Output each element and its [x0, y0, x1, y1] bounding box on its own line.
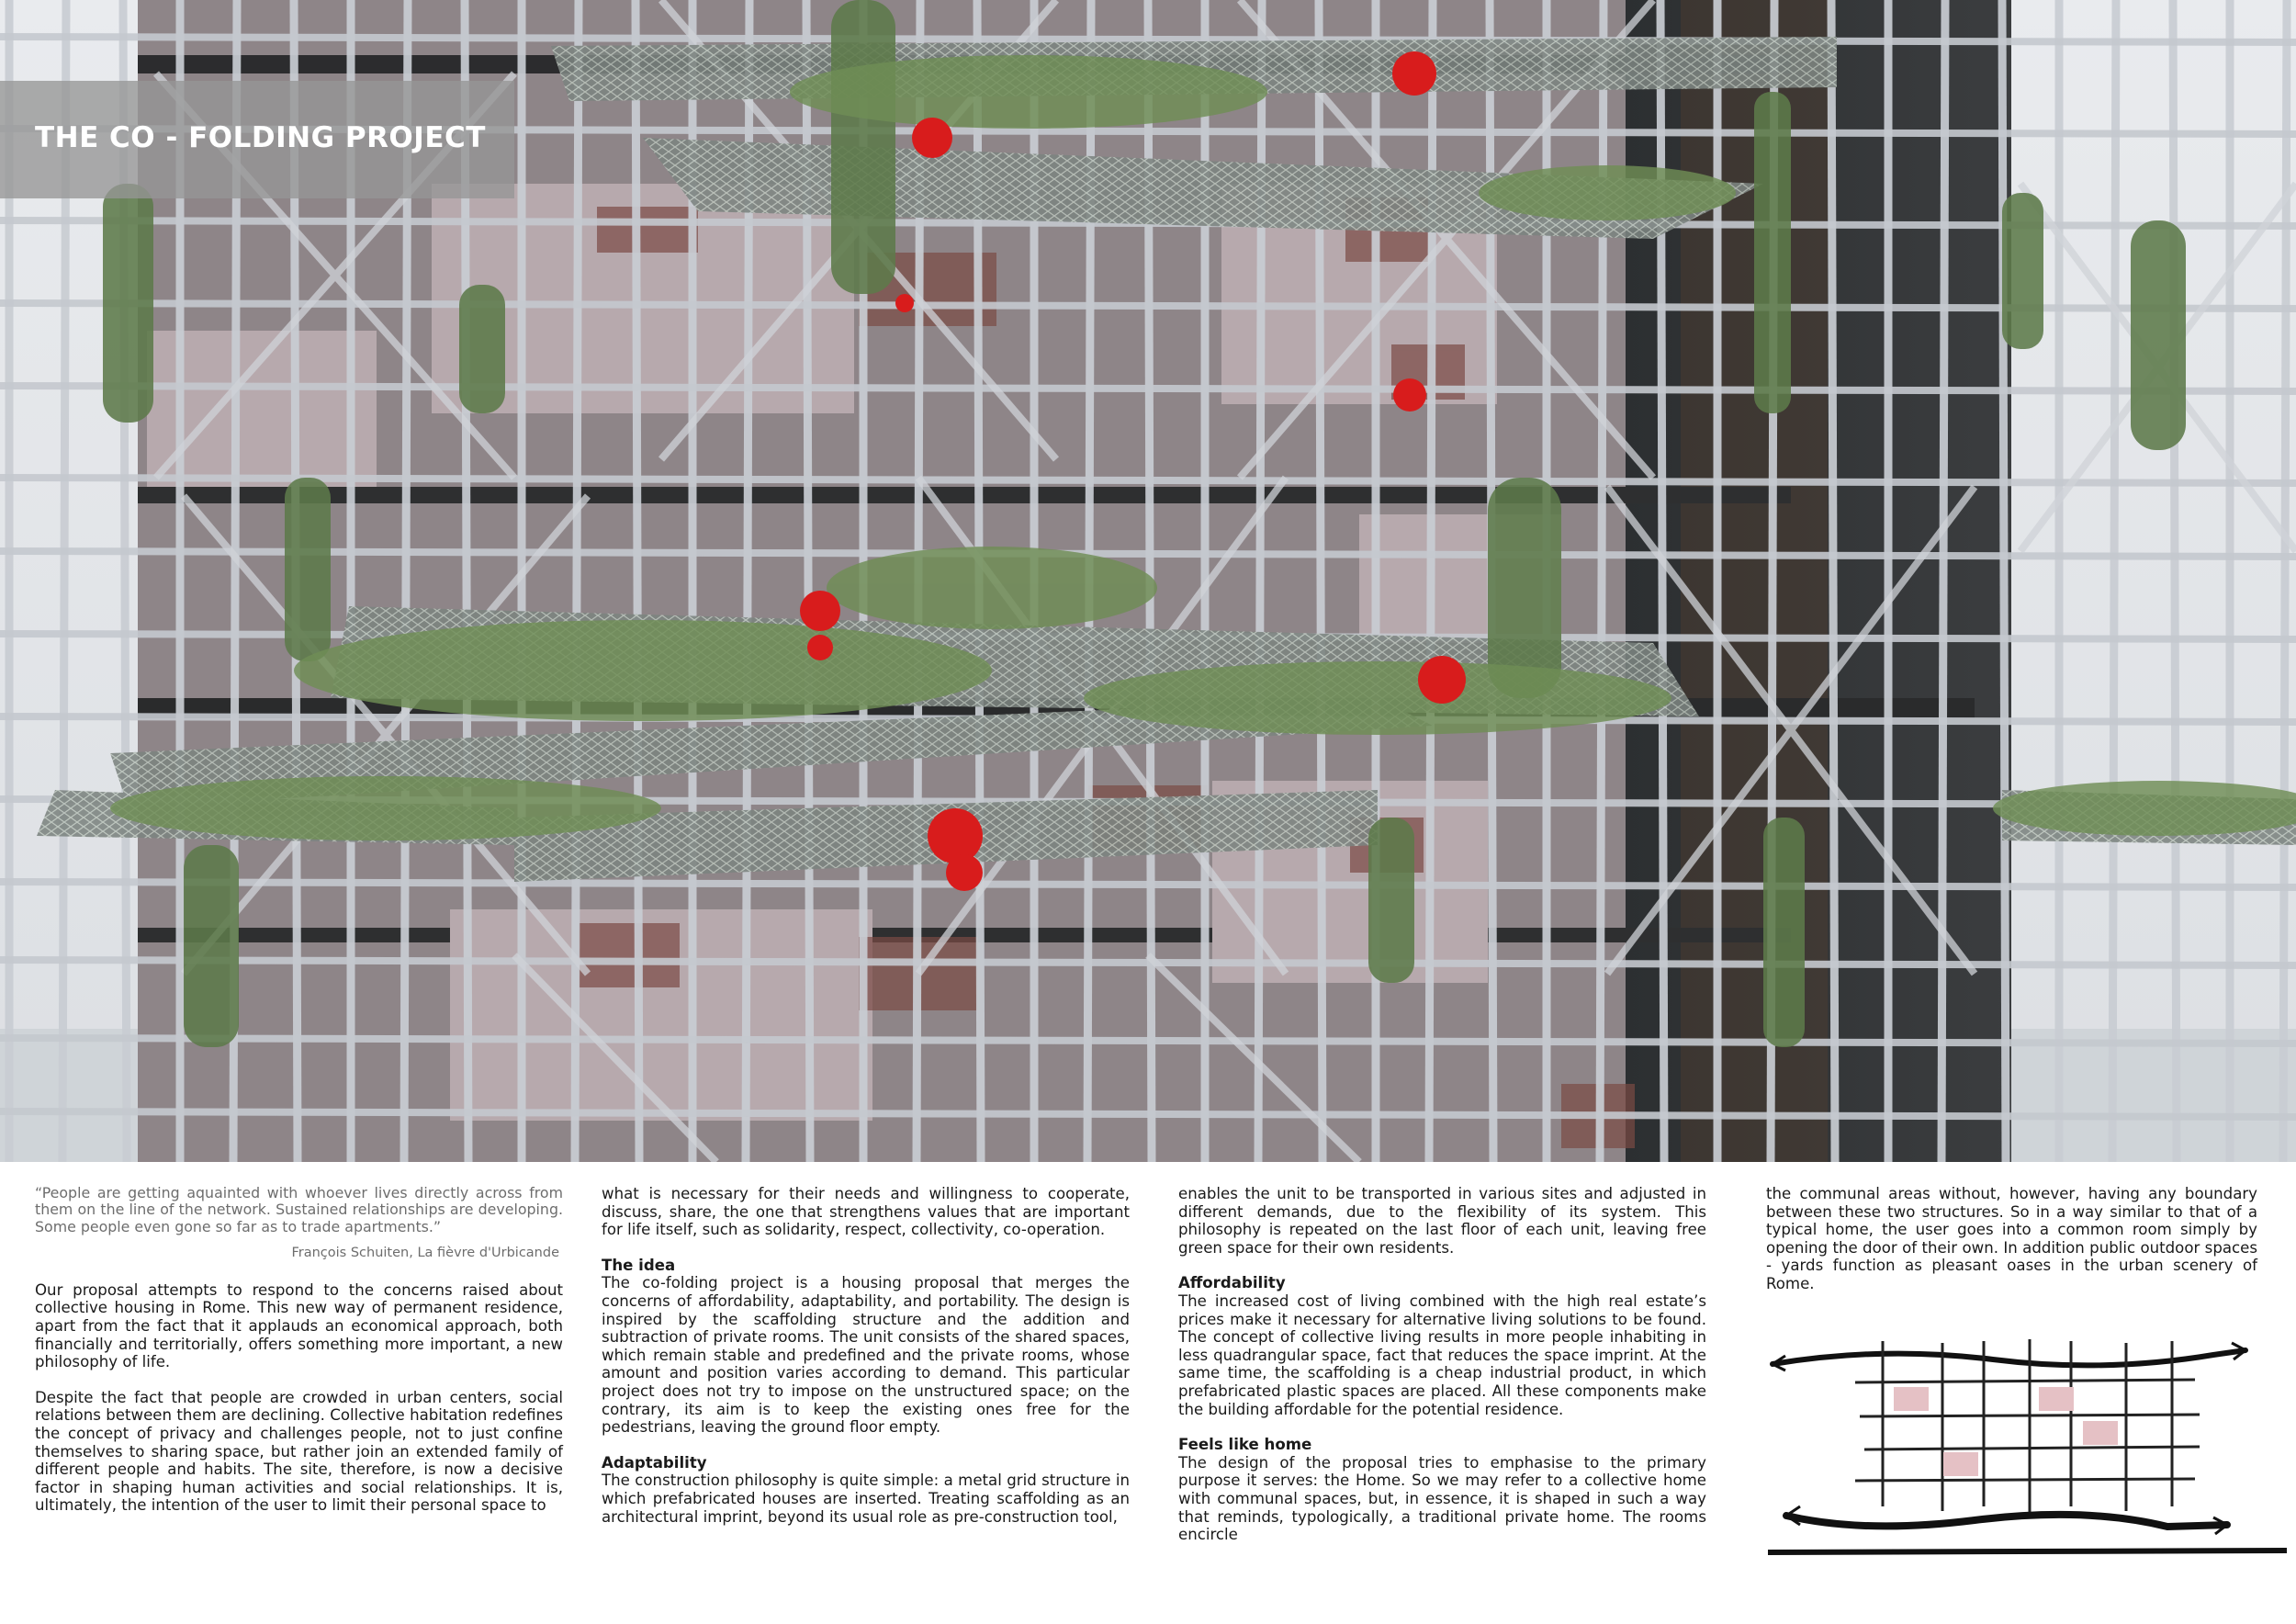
paragraph: The design of the proposal tries to emphasise to the primary purpose it serves: the Home. So we may refer to a collective home with communal spaces, but, in essence, it is shaped in such a way that reminds, typologically, a traditional private home. The rooms encircle [1178, 1453, 1706, 1544]
text-column-4 [1766, 1185, 2257, 1311]
section-heading-feels-like-home: Feels like home [1178, 1436, 1312, 1454]
paragraph: the communal areas without, however, having any boundary between these two structures. So in a way similar to that of a typical home, the user goes into a common room simply by opening the door of their own. In addition public outdoor spaces - yards function as pleasant oases in the urban scenery of Rome. [1766, 1185, 2257, 1292]
top-wave-arrow [1773, 1350, 2245, 1365]
bottom-wave-arrow [1786, 1515, 2227, 1527]
section-heading-affordability: Affordability [1178, 1274, 1286, 1292]
text-column-1 [35, 1185, 563, 1532]
paragraph: enables the unit to be transported in various sites and adjusted in different demands, due to the flexibility of its system. This philosophy is repeated on the last floor of each unit, leaving free green space for their own residents. [1178, 1185, 1706, 1257]
poster-title: THE CO - FOLDING PROJECT [35, 121, 486, 154]
epigraph-attribution: François Schuiten, La fièvre d'Urbicande [291, 1246, 559, 1261]
paragraph: Our proposal attempts to respond to the concerns raised about collective housing in Rome. This new way of permanent residence, apart from the fact that it applauds an economical approach, both financially and territorially, offers something more important, a new philosophy of life. [35, 1280, 563, 1371]
ground-line [1768, 1551, 2287, 1552]
text-column-2 [602, 1185, 1130, 1543]
paragraph: Despite the fact that people are crowded in urban centers, social relations between them are declining. Collective habitation redefines the concept of privacy and challenges people, not to just confine themselves to sharing space, but rather join an extended family of different people and habits. The site, therefore, is now a decisive factor in shaping human activities and social relationships. It is, ultimately, the intention of the user to limit their personal space to [35, 1388, 563, 1515]
paragraph: The co-folding project is a housing proposal that merges the concerns of affordability, adaptability, and portability. The design is inspired by the scaffolding structure and the addition and subtraction of private rooms. The unit consists of the shared spaces, which remain stable and predefined and the private rooms, whose amount and position varies according to demand. This particular project does not try to impose on the unstructured space; on the contrary, its aim is to keep the existing ones free for the pedestrians, leaving the ground floor empty. [602, 1274, 1130, 1437]
paragraph: The increased cost of living combined with the high real estate’s prices make it necessary for alternative living solutions to be found. The concept of collective living results in more people inhabiting in less quadrangular space, fact that reduces the space imprint. At the same time, the scaffolding is a cheap industrial product, in which prefabricated plastic spaces are placed. All these components make the building affordable for the potential residence. [1178, 1291, 1706, 1418]
paragraph: The construction philosophy is quite simple: a metal grid structure in which prefabricated houses are inserted. Treating scaffolding as an architectural imprint, beyond its usual role as pre-construction tool, [602, 1472, 1130, 1526]
section-heading-adaptability: Adaptability [602, 1453, 707, 1472]
room-blocks [1894, 1387, 2118, 1476]
scaffold-sketch-diagram [1754, 1323, 2296, 1571]
text-column-3 [1178, 1185, 1706, 1562]
epigraph-quote: “People are getting aquainted with whoever lives directly across from them on the line of the network. Sustained relationships are developing. Some people even gone so far as to trade apartments.” [35, 1184, 563, 1235]
section-heading-idea: The idea [602, 1256, 676, 1274]
paragraph: what is necessary for their needs and willingness to cooperate, discuss, share, the one that strengthens values that are important for life itself, such as solidarity, respect, collectivity, co-operation. [602, 1185, 1130, 1239]
